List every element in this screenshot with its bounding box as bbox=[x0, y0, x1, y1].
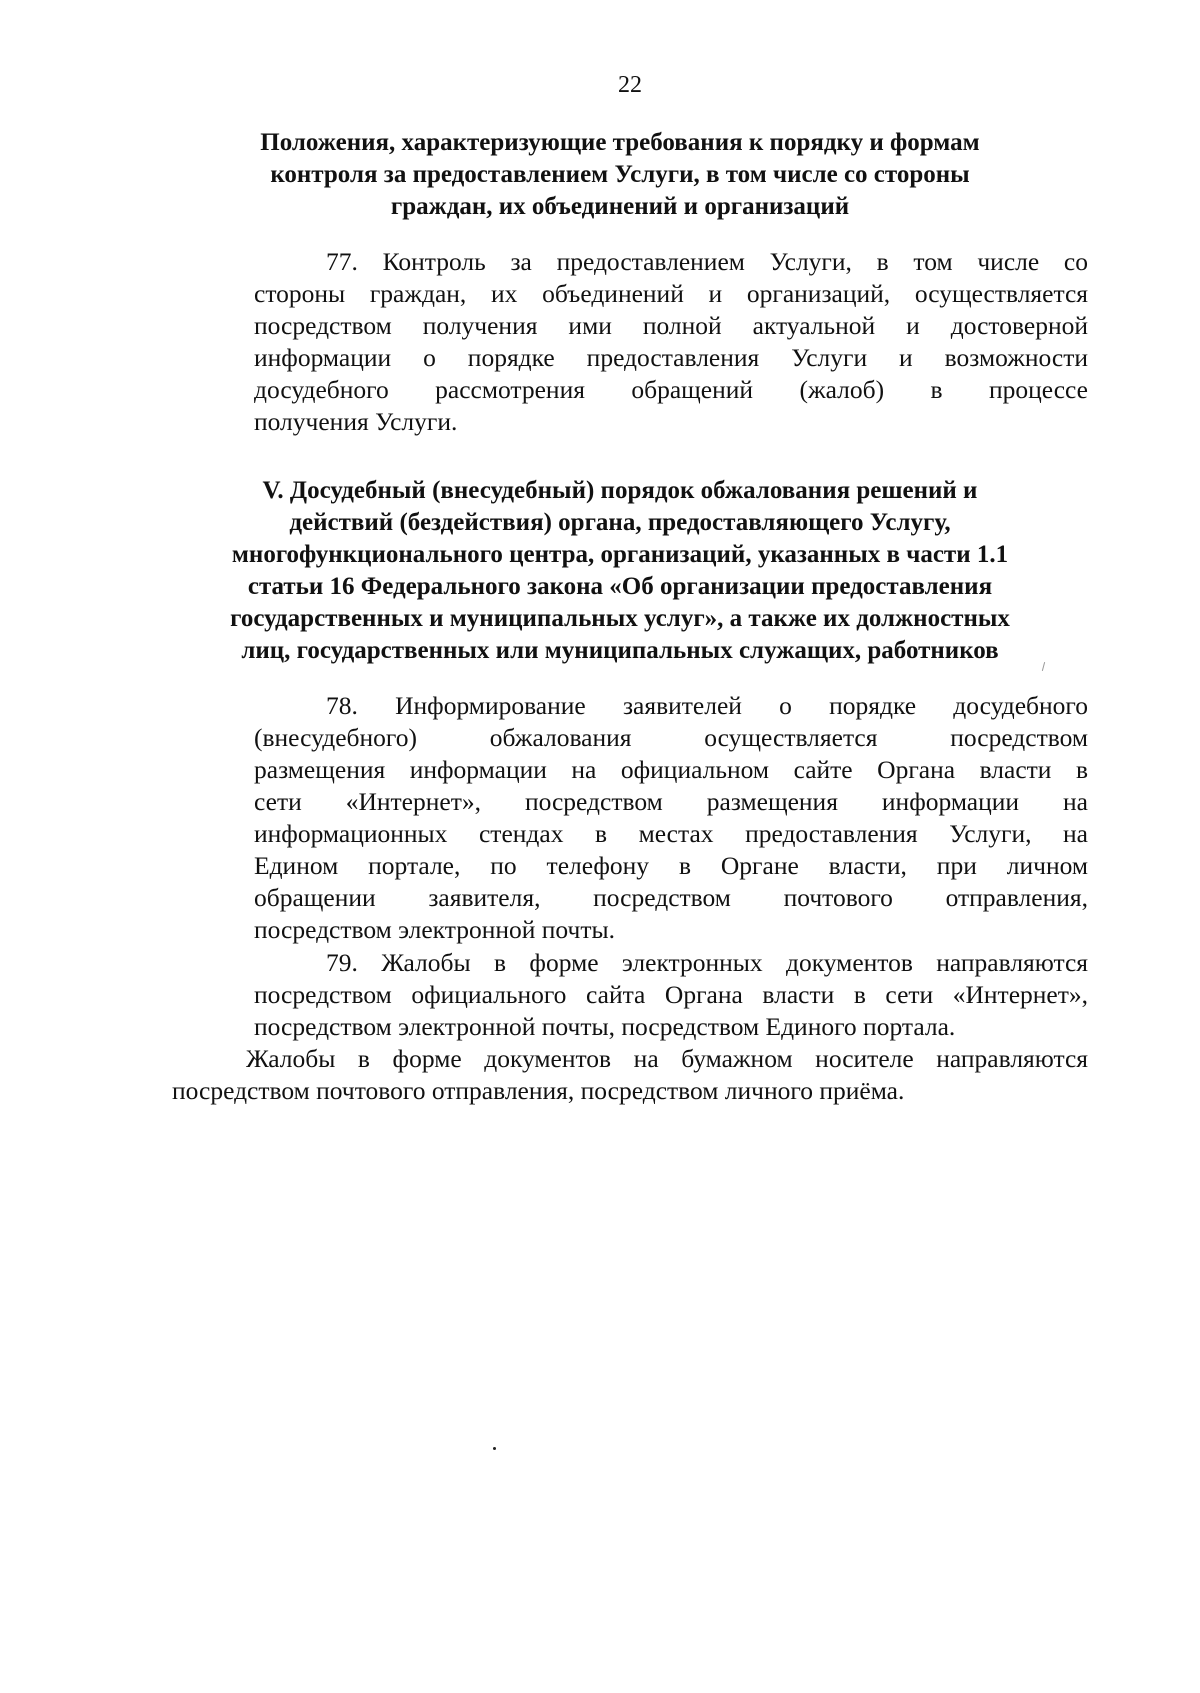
heading-line: действий (бездействия) органа, предоставляющего Услугу, bbox=[289, 509, 951, 536]
heading-line: многофункционального центра, организаций, указанных в части 1.1 bbox=[231, 541, 1009, 568]
paragraph-line: 77. Контроль за предоставлением Услуги, в том числе со bbox=[326, 247, 1088, 276]
paragraph-line: Едином портале, по телефону в Органе власти, при личном bbox=[254, 851, 1088, 880]
heading-line: V. Досудебный (внесудебный) порядок обжалования решений и bbox=[262, 477, 978, 504]
paragraph-line: посредством почтового отправления, посредством личного приёма. bbox=[172, 1076, 905, 1105]
paragraph-line: посредством электронной почты, посредством Единого портала. bbox=[254, 1012, 956, 1041]
heading-line: государственных и муниципальных услуг», а также их должностных bbox=[230, 605, 1010, 632]
paragraph-line: обращении заявителя, посредством почтового отправления, bbox=[254, 883, 1088, 912]
paragraph-line: информационных стендах в местах предоставления Услуги, на bbox=[254, 819, 1088, 848]
section-heading-v-appeal bbox=[180, 475, 1060, 667]
paragraph-79 bbox=[254, 947, 1088, 1043]
heading-line: статьи 16 Федерального закона «Об организации предоставления bbox=[247, 573, 993, 600]
scan-speck bbox=[493, 1447, 496, 1450]
paragraph-line: получения Услуги. bbox=[254, 407, 458, 436]
paragraph-line: (внесудебного) обжалования осуществляется посредством bbox=[254, 723, 1088, 752]
paragraph-78 bbox=[254, 690, 1088, 946]
paragraph-77 bbox=[254, 246, 1088, 438]
paragraph-line: посредством получения ими полной актуальной и достоверной bbox=[254, 311, 1088, 340]
paragraph-line: стороны граждан, их объединений и организаций, осуществляется bbox=[254, 279, 1088, 308]
heading-line: граждан, их объединений и организаций bbox=[390, 193, 850, 220]
paragraph-line: посредством официального сайта Органа власти в сети «Интернет», bbox=[254, 980, 1088, 1009]
paragraph-line: информации о порядке предоставления Услуги и возможности bbox=[254, 343, 1088, 372]
section-heading-control bbox=[180, 127, 1060, 223]
paragraph-line: размещения информации на официальном сайте Органа власти в bbox=[254, 755, 1088, 784]
paragraph-line: 79. Жалобы в форме электронных документов направляются bbox=[326, 948, 1088, 977]
page-number: 22 bbox=[618, 72, 642, 98]
paragraph-line: сети «Интернет», посредством размещения информации на bbox=[254, 787, 1088, 816]
paragraph-line: 78. Информирование заявителей о порядке досудебного bbox=[326, 691, 1088, 720]
heading-line: лиц, государственных или муниципальных служащих, работников bbox=[241, 637, 999, 664]
heading-line: контроля за предоставлением Услуги, в том числе со стороны bbox=[270, 161, 970, 188]
paragraph-line: Жалобы в форме документов на бумажном носителе направляются bbox=[246, 1044, 1088, 1073]
paragraph-paper-complaints bbox=[172, 1043, 1088, 1107]
paragraph-line: досудебного рассмотрения обращений (жалоб) в процессе bbox=[254, 375, 1088, 404]
heading-line: Положения, характеризующие требования к порядку и формам bbox=[260, 129, 980, 156]
paragraph-line: посредством электронной почты. bbox=[254, 915, 615, 944]
